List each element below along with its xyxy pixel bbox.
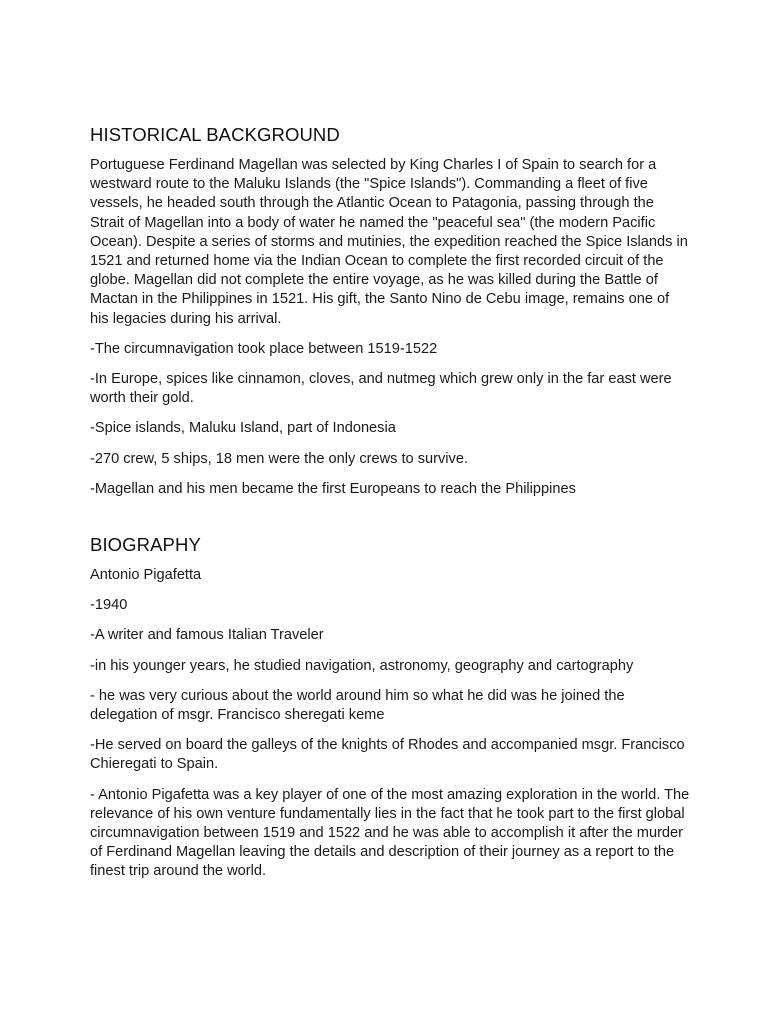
paragraph: - Antonio Pigafetta was a key player of one of the most amazing exploration in the world. The relevance of his own venture fundamentally lies in the fact that he took part to the first global circumnavigation between 1519 and 1522 and he was able to accomplish it after the murder of Ferdinand Magellan leaving the details and description of their journey as a report to the finest trip around the world. — [90, 786, 690, 880]
paragraph: -Spice islands, Maluku Island, part of Indonesia — [90, 420, 396, 437]
section-heading-biography: BIOGRAPHY — [90, 534, 201, 556]
paragraph: -Magellan and his men became the first Europeans to reach the Philippines — [90, 480, 576, 497]
historical-background-section — [90, 124, 690, 499]
paragraph: - he was very curious about the world around him so what he did was he joined the delegation of msgr. Francisco sheregati keme — [90, 687, 625, 724]
paragraph: -A writer and famous Italian Traveler — [90, 627, 324, 644]
paragraph: -1940 — [90, 597, 128, 614]
paragraph: -In Europe, spices like cinnamon, cloves, and nutmeg which grew only in the far east were worth their gold. — [90, 371, 672, 407]
paragraph: -in his younger years, he studied navigation, astronomy, geography and cartography — [90, 657, 634, 674]
section-heading-historical: HISTORICAL BACKGROUND — [90, 124, 340, 145]
section-spacer — [90, 510, 690, 534]
document-content — [90, 124, 690, 893]
paragraph: -He served on board the galleys of the knights of Rhodes and accompanied msgr. Francisco Chieregati to Spain. — [90, 737, 685, 773]
paragraph: -The circumnavigation took place between 1519-1522 — [90, 340, 438, 357]
biography-section — [90, 534, 690, 882]
paragraph: -270 crew, 5 ships, 18 men were the only crews to survive. — [90, 450, 468, 467]
paragraph: Antonio Pigafetta — [90, 567, 202, 584]
paragraph: Portuguese Ferdinand Magellan was selected by King Charles I of Spain to search for a westward route to the Maluku Islands (the "Spice Islands"). Commanding a fleet of five vessels, he headed south through the Atlantic Ocean to Patagonia, passing through the Strait of Magellan into a body of water he named the "peaceful sea" (the modern Pacific Ocean). Despite a series of storms and mutinies, the expedition reached the Spice Islands in 1521 and returned home via the Indian Ocean to complete the first recorded circuit of the globe. Magellan did not complete the entire voyage, as he was killed during the Battle of Mactan in the Philippines in 1521. His gift, the Santo Nino de Cebu image, remains one of his legacies during his arrival. — [90, 157, 688, 327]
